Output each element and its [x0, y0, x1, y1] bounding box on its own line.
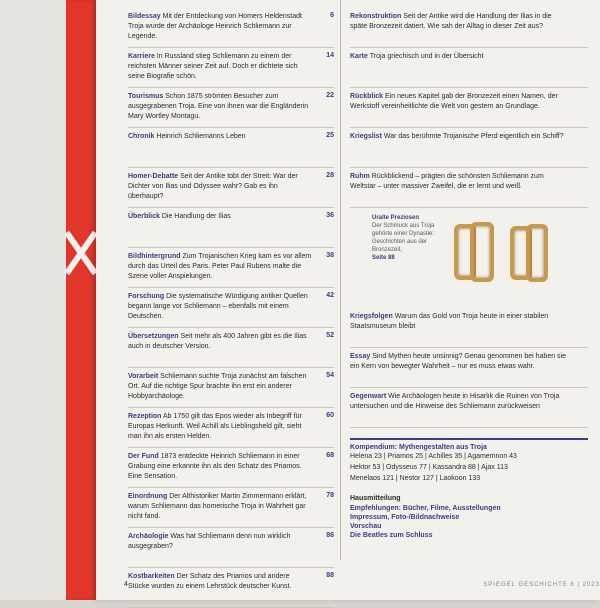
entry-text: Wie Archäologen heute in Hisarlık die Ruinen von Troja untersuchen und die Hinweise des Schliemann zurückweisen [350, 393, 560, 410]
entry-title: Homer-Debatte [128, 173, 179, 180]
toc-entry[interactable] [128, 168, 334, 208]
entry-text: Heinrich Schliemanns Leben [156, 133, 246, 140]
toc-entry[interactable] [128, 488, 334, 528]
entry-text: Warum das Gold von Troja heute in einer stabilen Staatsmuseum bleibt [350, 313, 549, 330]
toc-entry[interactable] [128, 288, 334, 328]
entry-text: Der Althistoriker Martin Zimmermann erklärt, warum Schliemann das homerische Troja in Wahrheit gar nicht fand. [128, 493, 307, 520]
entry-title: Bildhintergrund [128, 253, 181, 260]
entry-title: Bildessay [128, 13, 161, 20]
hausmitteilung-item[interactable]: Die Beatles zum Schluss [350, 532, 433, 539]
entry-page-number: 68 [326, 452, 334, 459]
toc-entry[interactable] [128, 448, 334, 488]
entry-text: Die systematische Würdigung antiker Quellen begann lange vor Schliemann – ebenfalls mit einem Deutschen. [128, 293, 308, 320]
toc-entry[interactable] [350, 388, 588, 428]
entry-title: Übersetzungen [128, 333, 179, 340]
entry-text: Was hat Schliemann denn nun wirklich ausgegraben? [128, 533, 291, 550]
image-title: Uralte Preziosen [372, 215, 420, 221]
entry-title: Ruhm [350, 173, 370, 180]
toc-entry[interactable] [350, 128, 588, 168]
entry-text: Mit der Entdeckung von Homers Heldenstadt Troja wurde der Archäologe Heinrich Schliemann zur Legende. [128, 13, 302, 40]
entry-text: War das berühmte Trojanische Pferd eigentlich ein Schiff? [383, 133, 564, 140]
entry-page-number: 60 [326, 412, 334, 419]
entry-title: Tourismus [128, 93, 164, 100]
entry-page-number: 28 [326, 172, 334, 179]
entry-page-number: 14 [326, 52, 334, 59]
entry-text: Schliemann suchte Troja zunächst am falschen Ort. Auf die richtige Spur brachte ihn erst ein anderer Hobbyarchäologe. [128, 373, 307, 400]
entry-text: Der Schatz des Priamos und andere Stücke wurden zu einem Lehrstück deutscher Kunst. [128, 573, 292, 590]
entry-page-number: 6 [330, 12, 334, 19]
entry-title: Gegenwart [350, 393, 387, 400]
toc-entry[interactable] [350, 8, 588, 48]
entry-text: Seit der Antike tobt der Streit: War der Dichter von Ilias und Odyssee wahr? Gab es ihn überhaupt? [128, 173, 298, 200]
left-column [128, 8, 334, 608]
toc-entry[interactable] [128, 88, 334, 128]
entry-page-number: 78 [326, 492, 334, 499]
toc-entry[interactable] [128, 208, 334, 248]
toc-entry[interactable] [128, 368, 334, 408]
entry-title: Kriegsfolgen [350, 313, 393, 320]
entry-title: Vorarbeit [128, 373, 159, 380]
toc-entry[interactable] [128, 528, 334, 568]
entry-title: Karte [350, 53, 368, 60]
jewelry-image-box[interactable] [350, 208, 588, 308]
entry-title: Forschung [128, 293, 165, 300]
entry-title: Chronik [128, 133, 155, 140]
toc-entry[interactable] [350, 48, 588, 88]
toc-entry[interactable] [128, 328, 334, 368]
entry-page-number: 86 [326, 532, 334, 539]
image-page-ref: Seite 88 [372, 255, 395, 261]
entry-text: 1873 entdeckte Heinrich Schliemann in einer Grabung eine erkannte ihn als den Schatz des Priamos. Eine Sensation. [128, 453, 302, 480]
toc-entry[interactable] [128, 128, 334, 168]
toc-entry[interactable] [350, 168, 588, 208]
entry-title: Karriere [128, 53, 155, 60]
entry-title: Rückblick [350, 93, 384, 100]
entry-text: Ein neues Kapitel gab der Bronzezeit einen Namen, der Werkstoff vereinheitlichte die Welt von gestern an Grundlage. [350, 93, 558, 110]
entry-title: Rezeption [128, 413, 162, 420]
right-column [350, 8, 588, 540]
entry-title: Überblick [128, 213, 160, 220]
entry-title: Rekonstruktion [350, 13, 402, 20]
gold-ring-2 [470, 222, 494, 282]
cover-edge-strip [66, 0, 96, 600]
kompendium-line[interactable]: Menelaos 121 | Nestor 127 | Laokoon 133 [350, 475, 481, 482]
entry-page-number: 38 [326, 252, 334, 259]
entry-text: Die Handlung der Ilias [161, 213, 231, 220]
entry-title: Kostbarkeiten [128, 573, 175, 580]
entry-text: Seit mehr als 400 Jahren gibt es die Ilias auch in deutscher Version. [128, 333, 307, 350]
toc-entry[interactable] [350, 308, 588, 348]
column-divider [340, 0, 341, 560]
entry-title: Einordnung [128, 493, 168, 500]
kompendium-line[interactable]: Hektor 53 | Odysseus 77 | Kassandra 88 | Ajax 113 [350, 464, 508, 471]
kompendium [350, 438, 588, 484]
kompendium-heading: Kompendium: Mythengestalten aus Troja [350, 444, 487, 451]
hausmitteilung-item[interactable]: Empfehlungen: Bücher, Filme, Ausstellungen [350, 505, 501, 512]
entry-title: Archäologie [128, 533, 169, 540]
toc-entry[interactable] [128, 248, 334, 288]
contents-page [96, 0, 600, 600]
toc-entry[interactable] [128, 568, 334, 608]
entry-text: Rückblickend – prägten die schönsten Schliemann zum Weltstar – unter massiver Zweifel, die er lernt und weiß [350, 173, 544, 190]
kompendium-line[interactable]: Helena 23 | Priamos 25 | Achilles 35 | Agamemnon 43 [350, 453, 517, 460]
entry-title: Kriegslist [350, 133, 382, 140]
entry-text: Troja griechisch und in der Übersicht [369, 53, 484, 60]
toc-entry[interactable] [350, 348, 588, 388]
hausmitteilung [350, 494, 588, 540]
image-caption-text: Der Schmuck aus Troja gehörte einer Dynastie: Geschichten aus der Bronzezeit, [372, 223, 435, 253]
entry-page-number: 36 [326, 212, 334, 219]
hausmitteilung-item[interactable]: Impressum, Foto-/Bildnachweise [350, 514, 460, 521]
entry-page-number: 22 [326, 92, 334, 99]
toc-entry[interactable] [128, 408, 334, 448]
entry-text: In Russland stieg Schliemann zu einem der reichsten Männer seiner Zeit auf. Doch er dichtete sich seine Biografie schön. [128, 53, 298, 80]
toc-entry[interactable] [128, 48, 334, 88]
entry-text: Schon 1875 strömten Besucher zum ausgegrabenen Troja. Eine von ihnen war die Engländerin Mary Wortley Montagu. [128, 93, 309, 120]
entry-page-number: 54 [326, 372, 334, 379]
page-number: 4 [124, 581, 128, 588]
hausmitteilung-item[interactable]: Vorschau [350, 523, 382, 530]
entry-text: Sind Mythen heute unsinnig? Genau genommen bei haben sie ein Kern von bewegter Wahrheit – nur es muss etwas wahr. [350, 353, 567, 370]
entry-page-number: 42 [326, 292, 334, 299]
toc-entry[interactable] [350, 88, 588, 128]
entry-text: Ab 1750 gilt das Epos wieder als Inbegriff für Europas Herkunft. Weil Achill als Lieblingsheld gilt, sieht man ihn als ersten Helden. [128, 413, 302, 440]
entry-text: Zum Trojanischen Krieg kam es vor allem durch das Urteil des Paris. Peter Paul Rubens malte die Szene voller Anspielungen. [128, 253, 312, 280]
entry-text: Seit der Antike wird die Handlung der Ilias in die späte Bronzezeit datiert. Wie sah der Alltag in dieser Zeit aus? [350, 13, 552, 30]
image-caption [372, 214, 452, 262]
magazine-footer: SPIEGEL GESCHICHTE 6 | 2023 [483, 582, 600, 588]
gold-ring-4 [526, 224, 548, 282]
hausmitteilung-heading: Hausmitteilung [350, 495, 401, 502]
toc-entry[interactable] [128, 8, 334, 48]
entry-title: Essay [350, 353, 371, 360]
entry-page-number: 52 [326, 332, 334, 339]
entry-page-number: 25 [326, 132, 334, 139]
entry-page-number: 88 [326, 572, 334, 579]
entry-title: Der Fund [128, 453, 159, 460]
